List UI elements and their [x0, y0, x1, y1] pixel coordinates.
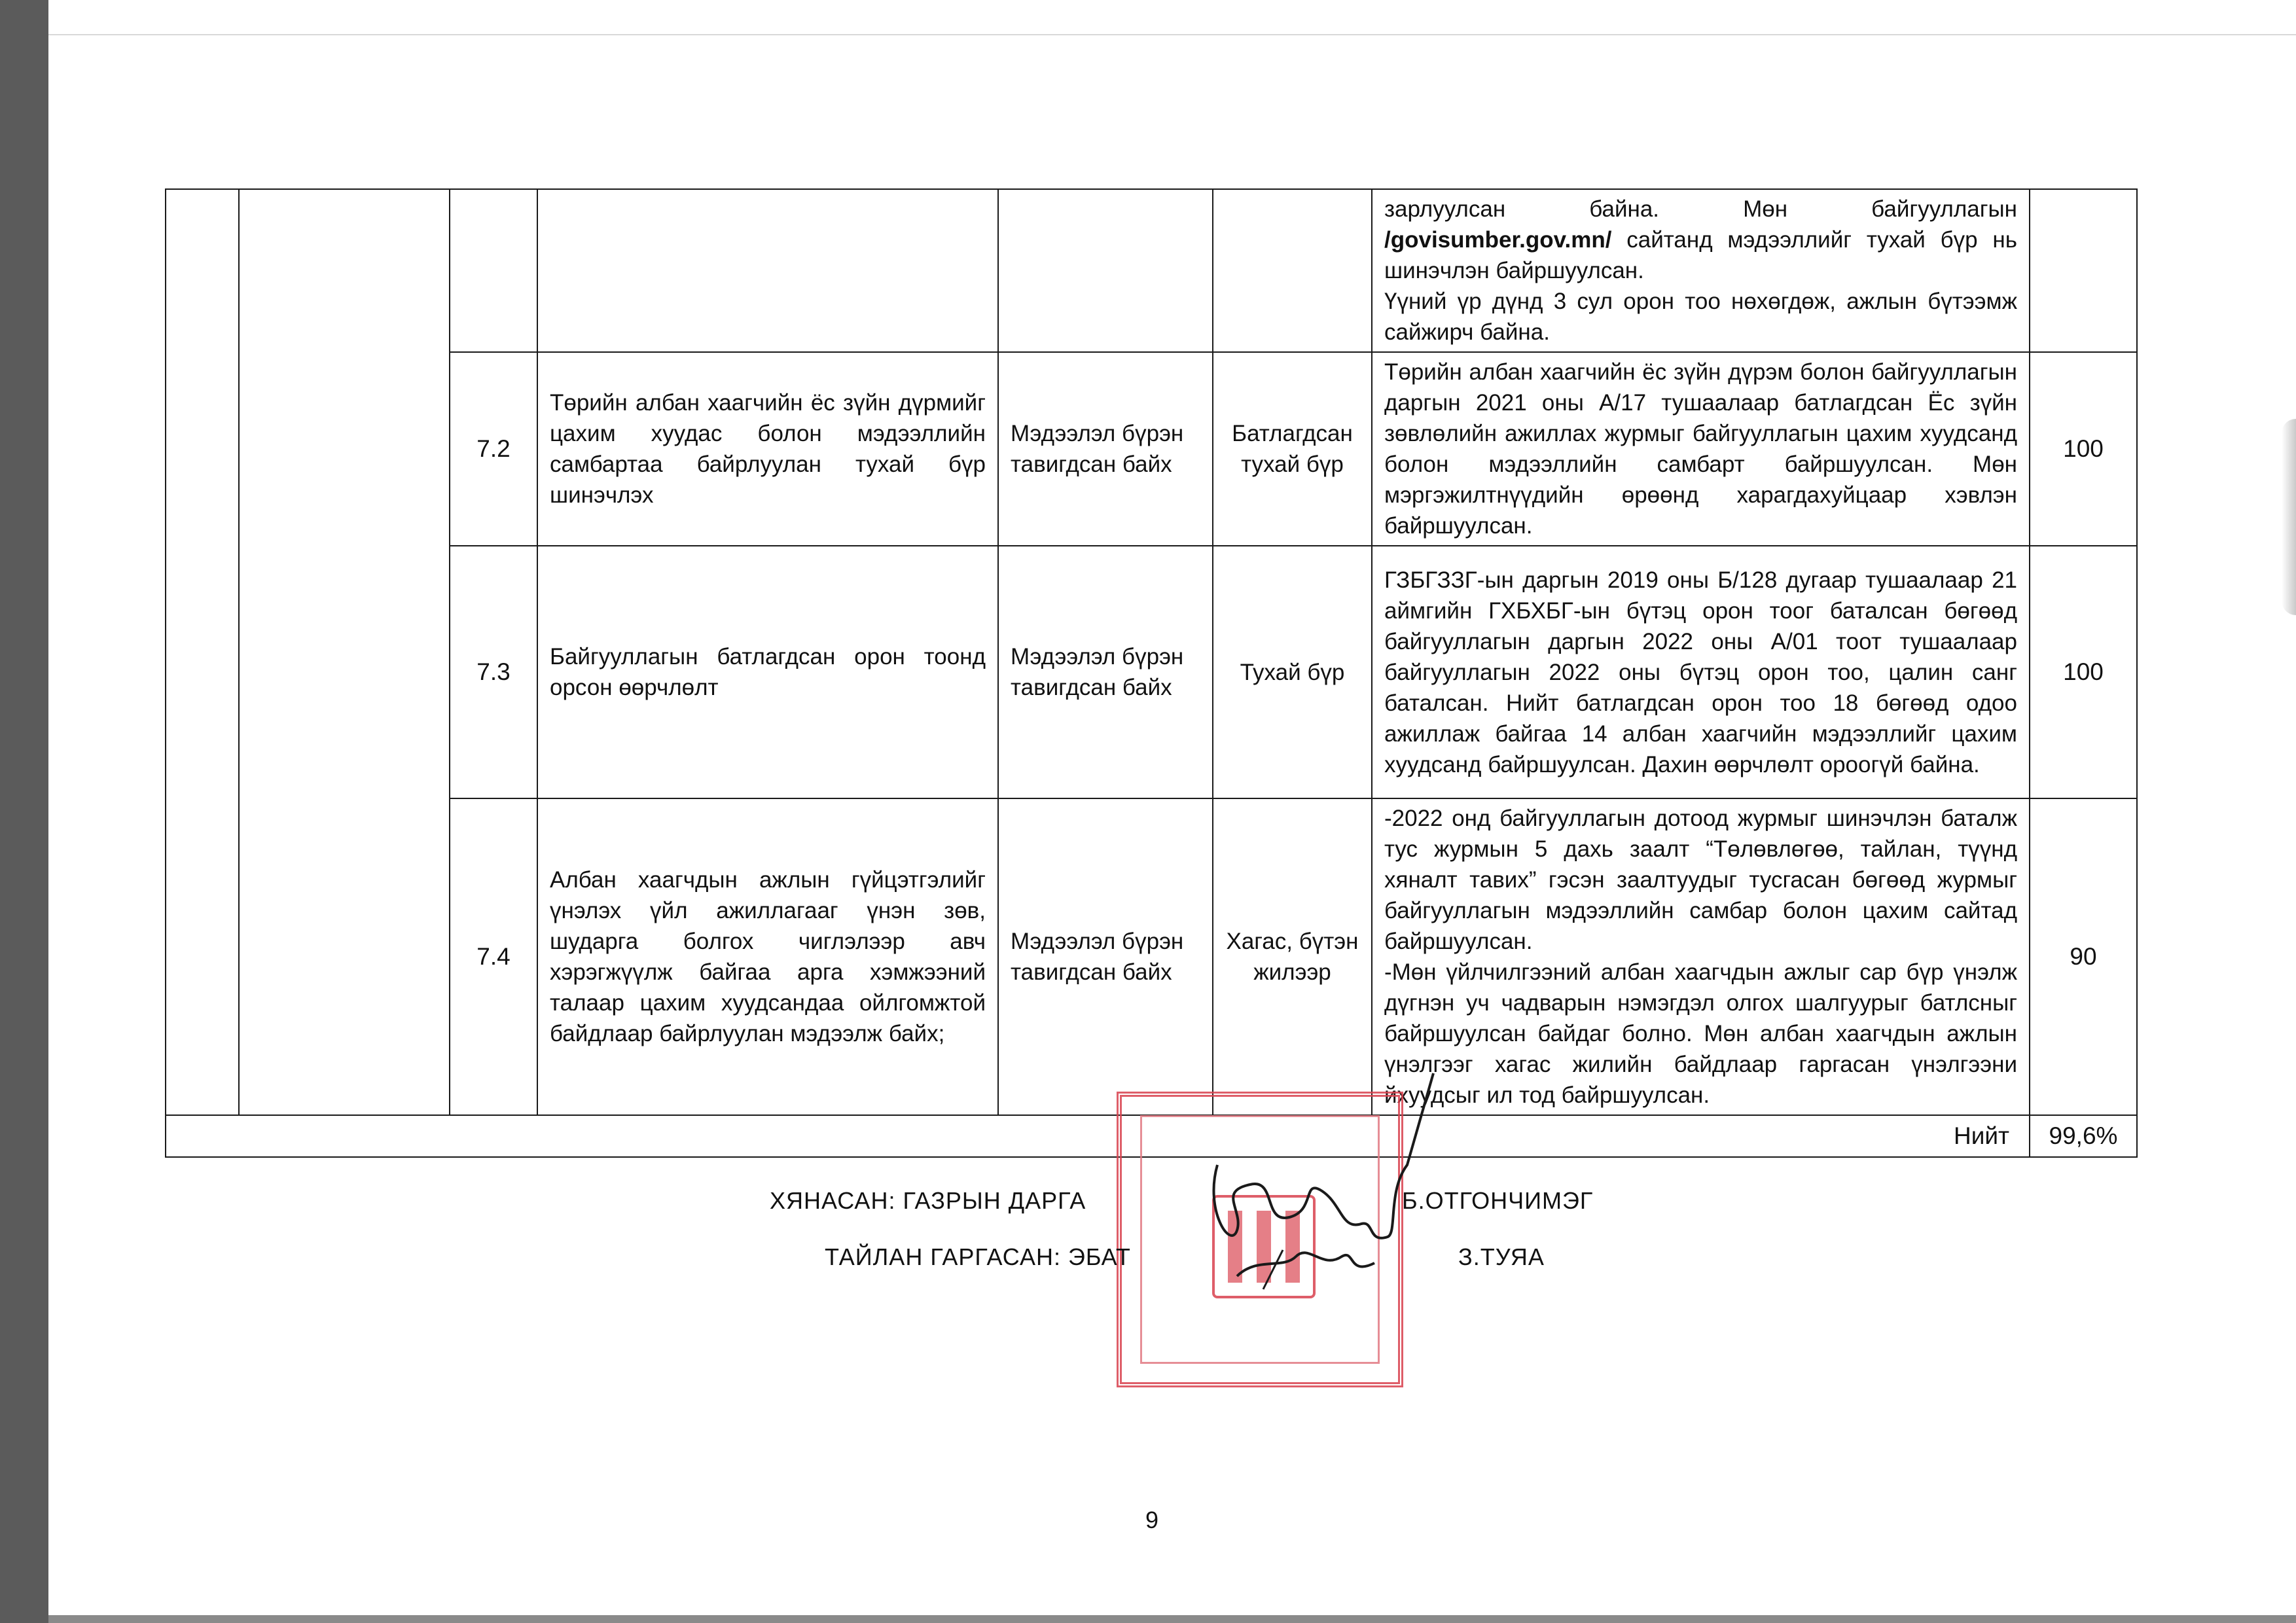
item-criterion: Мэдээлэл бүрэн тавигдсан байх [998, 352, 1213, 546]
total-value: 99,6% [2030, 1115, 2137, 1157]
blank-cell [166, 189, 239, 1115]
page-number: 9 [1145, 1507, 1159, 1533]
table-row [166, 189, 2137, 352]
author-name: З.ТУЯА [1458, 1243, 1545, 1270]
scan-edge-bottom [48, 1615, 2296, 1623]
reviewer-role: ХЯНАСАН: ГАЗРЫН ДАРГА [770, 1187, 1086, 1214]
item-evidence: Батлагдсан тухай бүр [1213, 352, 1372, 546]
item-score: 100 [2030, 352, 2137, 546]
signature-icon [1191, 1060, 1440, 1315]
author-role: ТАЙЛАН ГАРГАСАН: ЭБАТ [825, 1243, 1131, 1270]
item-name [537, 189, 998, 352]
website-link[interactable]: /govisumber.gov.mn/ [1384, 227, 1612, 253]
blank-cell [239, 189, 450, 1115]
description-paragraph: Төрийн албан хаагчийн ёс зүйн дүрэм болон байгууллагын даргын 2021 оны А/17 тушаалаар батлагдсан Ёс зүйн зөвлөлийн ажиллах журмыг байгууллагын цахим хуудсанд болон мэдээллийн самбарт байршуулсан. Мөн мэргэжилтнүүдийн өрөөнд харагдахуйцаар хэвлэн байршуулсан. [1384, 359, 2017, 539]
description-paragraph: -Мөн үйлчилгээний албан хаагчдын ажлыг сар бүр үнэлж дүгнэн уч чадварын нэмэгдэл олгох шалгуурыг батлсныг байршуулсан байдаг болно. Мөн албан хаагчдын ажлын үнэлгээг хагас жилийн байдлаар гаргасан үнэлгээни йхуудсыг ил тод байршуулсан. [1384, 959, 2017, 1108]
table-row [166, 352, 2137, 546]
item-name: Төрийн албан хаагчийн ёс зүйн дүрмийг цахим хуудас болон мэдээллийн самбартаа байрлуулан тухай бүр шинэчлэх [537, 352, 998, 546]
report-table [165, 188, 2138, 1158]
item-description [1372, 189, 2030, 352]
item-evidence: Хагас, бүтэн жилээр [1213, 798, 1372, 1115]
table-row [166, 798, 2137, 1115]
scan-artifact-shadow [2282, 419, 2296, 615]
item-evidence [1213, 189, 1372, 352]
item-criterion: Мэдээлэл бүрэн тавигдсан байх [998, 798, 1213, 1115]
description-paragraph: зарлуулсан байна. Мөн байгууллагын /govisumber.gov.mn/ сайтанд мэдээллийг тухай бүр нь шинэчлэн байршуулсан. [1384, 196, 2017, 283]
item-evidence: Тухай бүр [1213, 546, 1372, 798]
item-code: 7.2 [450, 352, 537, 546]
item-criterion [998, 189, 1213, 352]
total-label: Нийт [166, 1115, 2030, 1157]
reviewer-name: Б.ОТГОНЧИМЭГ [1402, 1187, 1594, 1214]
item-name: Албан хаагчдын ажлын гүйцэтгэлийг үнэлэх үйл ажиллагааг үнэн зөв, шударга болгох чиглэлээр авч хэрэгжүүлж байгаа арга хэмжээний талаар цахим хуудсандаа ойлгомжтой байдлаар байрлуулан мэдээлж байх; [537, 798, 998, 1115]
item-description [1372, 352, 2030, 546]
description-paragraph: Үүний үр дүнд 3 сул орон тоо нөхөгдөж, ажлын бүтээмж сайжирч байна. [1384, 289, 2017, 345]
scan-edge-left [0, 0, 48, 1623]
description-paragraph: -2022 онд байгууллагын дотоод журмыг шинэчлэн баталж тус журмын 5 дахь заалт “Төлөвлөгөө, тайлан, түүнд хяналт тавих” гэсэн заалтуудыг тусгасан бөгөөд журмыг байгууллагын мэдээллийн самбар болон цахим сайтад байршуулсан. [1384, 806, 2017, 954]
item-score [2030, 189, 2137, 352]
table-row [166, 546, 2137, 798]
item-description [1372, 546, 2030, 798]
item-code: 7.4 [450, 798, 537, 1115]
item-score: 100 [2030, 546, 2137, 798]
item-name: Байгууллагын батлагдсан орон тоонд орсон өөрчлөлт [537, 546, 998, 798]
item-code: 7.3 [450, 546, 537, 798]
item-score: 90 [2030, 798, 2137, 1115]
scan-artifact-line [48, 34, 2296, 35]
description-paragraph: ГЗБГЗЗГ-ын даргын 2019 оны Б/128 дугаар тушаалаар 21 аймгийн ГХБХБГ-ын бүтэц орон тоог баталсан бөгөөд байгууллагын даргын 2022 оны А/01 тоот тушаалаар байгууллагын 2022 оны бүтэц орон тоо, цалин санг баталсан. Нийт батлагдсан орон тоо 18 бөгөөд одоо ажиллаж байгаа 14 албан хаагчийн мэдээллийг цахим хуудсанд байршуулсан. Дахин өөрчлөлт ороогүй байна. [1384, 567, 2017, 777]
item-criterion: Мэдээлэл бүрэн тавигдсан байх [998, 546, 1213, 798]
item-description [1372, 798, 2030, 1115]
item-code [450, 189, 537, 352]
